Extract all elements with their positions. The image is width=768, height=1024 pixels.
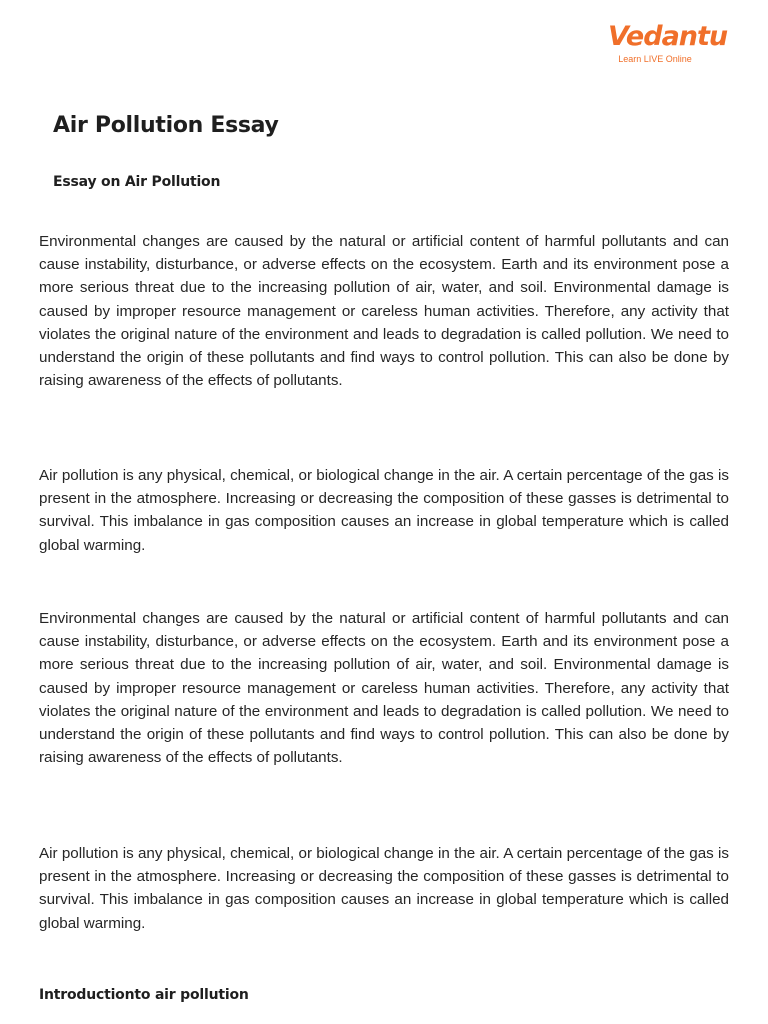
paragraph-1: Environmental changes are caused by the natural or artificial content of harmful pollutants and can cause instability, disturbance, or adverse effects on the ecosystem. Earth and its environment pose a more serious threat due to the increasing pollution of air, water, and soil. Environmental damage is caused by improper resource management or careless human activities. Therefore, any activity that violates the original nature of the environment and leads to degradation is called pollution. We need to understand the origin of these pollutants and find ways to control pollution. This can also be done by raising awareness of the effects of pollutants.: [39, 233, 729, 390]
paragraph-2: Air pollution is any physical, chemical, or biological change in the air. A certain percentage of the gas is present in the atmosphere. Increasing or decreasing the composition of these gasses is detrimental to survival. This imbalance in gas composition causes an increase in global temperature which is called global warming.: [39, 467, 729, 554]
section-heading: Introductionto air pollution: [39, 987, 249, 1003]
paragraph-3: Environmental changes are caused by the natural or artificial content of harmful pollutants and can cause instability, disturbance, or adverse effects on the ecosystem. Earth and its environment pose a more serious threat due to the increasing pollution of air, water, and soil. Environmental damage is caused by improper resource management or careless human activities. Therefore, any activity that violates the original nature of the environment and leads to degradation is called pollution. We need to understand the origin of these pollutants and find ways to control pollution. This can also be done by raising awareness of the effects of pollutants.: [39, 610, 729, 767]
page-subtitle: Essay on Air Pollution: [53, 174, 221, 190]
brand-tagline: Learn LIVE Online: [618, 54, 692, 64]
paragraph-4: Air pollution is any physical, chemical, or biological change in the air. A certain percentage of the gas is present in the atmosphere. Increasing or decreasing the composition of these gasses is detrimental to survival. This imbalance in gas composition causes an increase in global temperature which is called global warming.: [39, 845, 729, 932]
brand-name: Vedantu: [608, 21, 728, 52]
brand-logo: [608, 21, 728, 64]
page-title: Air Pollution Essay: [53, 113, 279, 138]
